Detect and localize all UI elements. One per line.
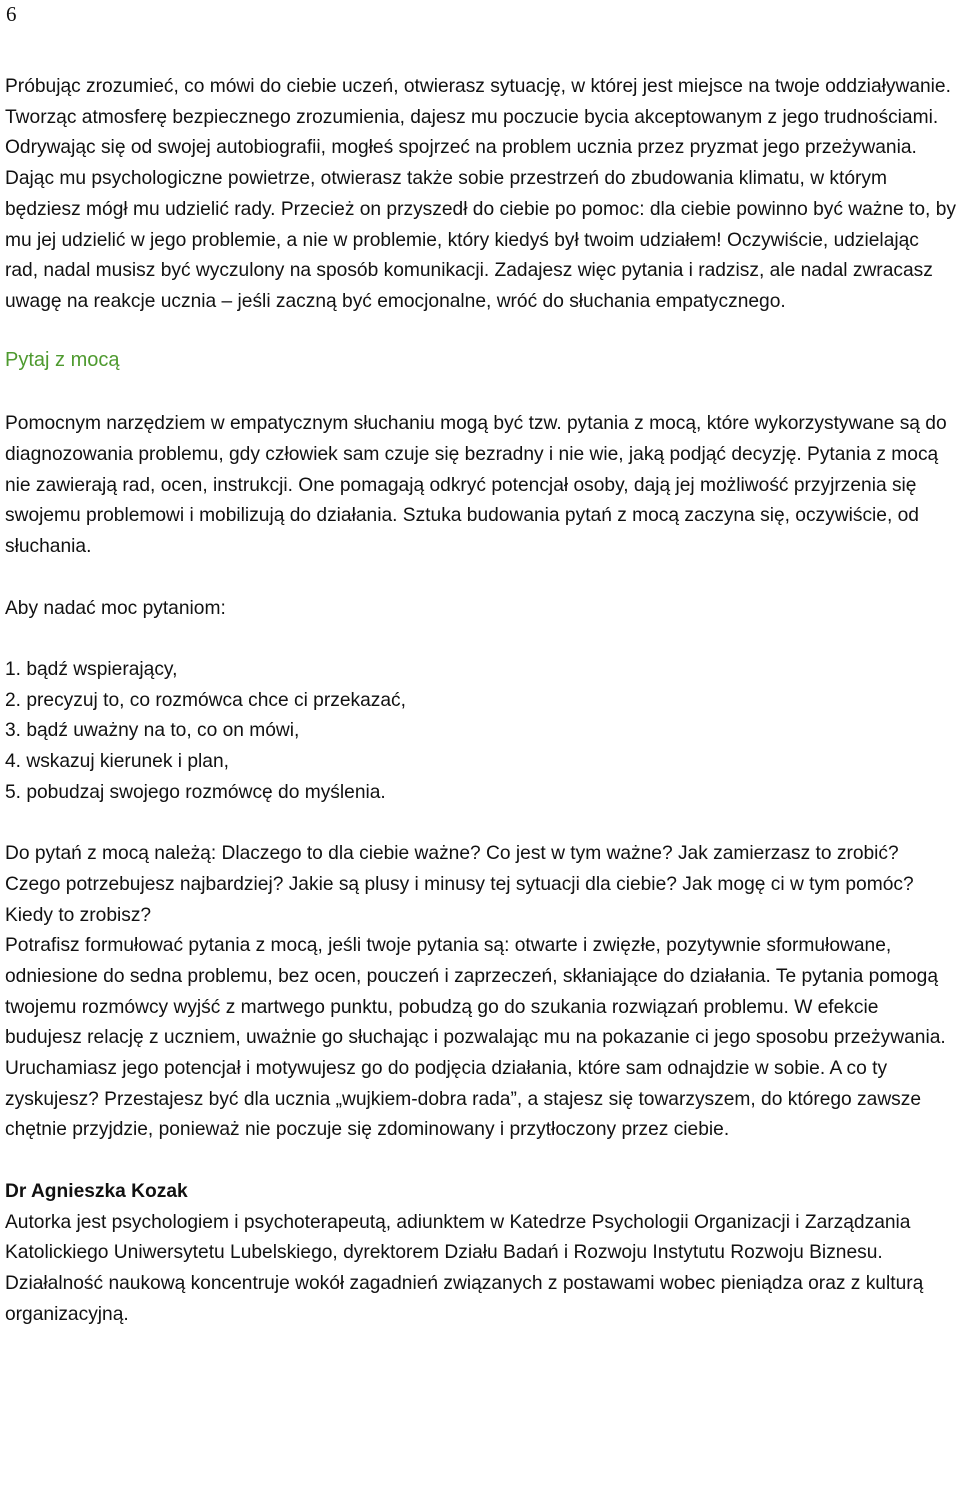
list-intro: Aby nadać moc pytaniom: <box>5 597 226 619</box>
spacer <box>5 1146 957 1177</box>
spacer <box>5 318 957 345</box>
section-paragraph: Pomocnym narzędziem w empatycznym słuchaniu mogą być tzw. pytania z mocą, które wykorzystywane są do diagnozowania problemu, gdy człowiek sam czuje się bezradny i nie wie, jaką podjąć decyzję. Pytania z mocą nie zawierają rad, ocen, instrukcji. One pomagają odkryć potencjał osoby, dają jej możliwość przyjrzenia się swojemu problemowi i mobilizują do działania. Sztuka budowania pytań z mocą zaczyna się, oczywiście, od słuchania. <box>5 413 947 558</box>
spacer <box>5 624 957 655</box>
list-item: 1. bądź wspierający, <box>5 658 178 680</box>
section-heading: Pytaj z mocą <box>5 348 120 371</box>
intro-paragraph: Próbując zrozumieć, co mówi do ciebie uczeń, otwierasz sytuację, w której jest miejsce na twoje oddziaływanie. Tworząc atmosferę bezpiecznego zrozumienia, dajesz mu poczucie bycia akceptowanym z jego trudnościami. Odrywając się od swojej autobiografii, mogłeś spojrzeć na problem ucznia przez pryzmat jego przeżywania. Dając mu psychologiczne powietrze, otwierasz także sobie przestrzeń do zbudowania klimatu, w którym będziesz mógł mu udzielić rady. Przecież on przyszedł do ciebie po pomoc: dla ciebie powinno być ważne to, by mu jej udzielić w jego problemie, a nie w problemie, który kiedyś był twoim udziałem! Oczywiście, udzielając rad, nadal musisz być wyczulony na sposób komunikacji. Zadajesz więc pytania i radzisz, ale nadal zwracasz uwagę na reakcje ucznia – jeśli zaczną być emocjonalne, wróć do słuchania empatycznego. <box>5 76 956 312</box>
page-number: 6 <box>6 2 17 26</box>
list-item: 2. precyzuj to, co rozmówca chce ci przekazać, <box>5 689 406 711</box>
spacer <box>5 808 957 839</box>
spacer <box>5 563 957 594</box>
author-bio: Autorka jest psychologiem i psychoterapeutą, adiunktem w Katedrze Psychologii Organizacji i Zarządzania Katolickiego Uniwersytetu Lubelskiego, dyrektorem Działu Badań i Rozwoju Instytutu Rozwoju Biznesu. Działalność naukową koncentruje wokół zagadnień związanych z postawami wobec pieniądza oraz z kulturą organizacyjną. <box>5 1211 924 1325</box>
examples-paragraph: Do pytań z mocą należą: Dlaczego to dla ciebie ważne? Co jest w tym ważne? Jak zamierzasz to zrobić? Czego potrzebujesz najbardziej? Jakie są plusy i minusy tej sytuacji dla ciebie? Jak mogę ci w tym pomóc? Kiedy to zrobisz? <box>5 843 914 926</box>
author-name: Dr Agnieszka Kozak <box>5 1180 188 1202</box>
spacer <box>5 375 957 409</box>
closing-paragraph: Potrafisz formułować pytania z mocą, jeśli twoje pytania są: otwarte i zwięzłe, pozytywnie sformułowane, odniesione do sedna problemu, bez ocen, pouczeń i zaprzeczeń, skłaniające do działania. Te pytania pomogą twojemu rozmówcy wyjść z martwego punktu, pobudzą go do szukania rozwiązań problemu. W efekcie budujesz relację z uczniem, uważnie go słuchając i pozwalając mu na pokazanie ci jego sposobu przeżywania. Uruchamiasz jego potencjał i motywujesz go do podjęcia działania, które sam odnajdzie w sobie. A co ty zyskujesz? Przestajesz być dla ucznia „wujkiem-dobra rada”, a stajesz się towarzyszem, do którego zawsze chętnie przyjdzie, ponieważ nie poczuje się zdominowany i przytłoczony przez ciebie. <box>5 935 946 1141</box>
list-item: 4. wskazuj kierunek i plan, <box>5 751 229 773</box>
list-item: 3. bądź uważny na to, co on mówi, <box>5 720 300 742</box>
list-item: 5. pobudzaj swojego rozmówcę do myślenia. <box>5 781 386 803</box>
power-question-list <box>5 655 957 809</box>
article-body <box>5 72 957 1330</box>
